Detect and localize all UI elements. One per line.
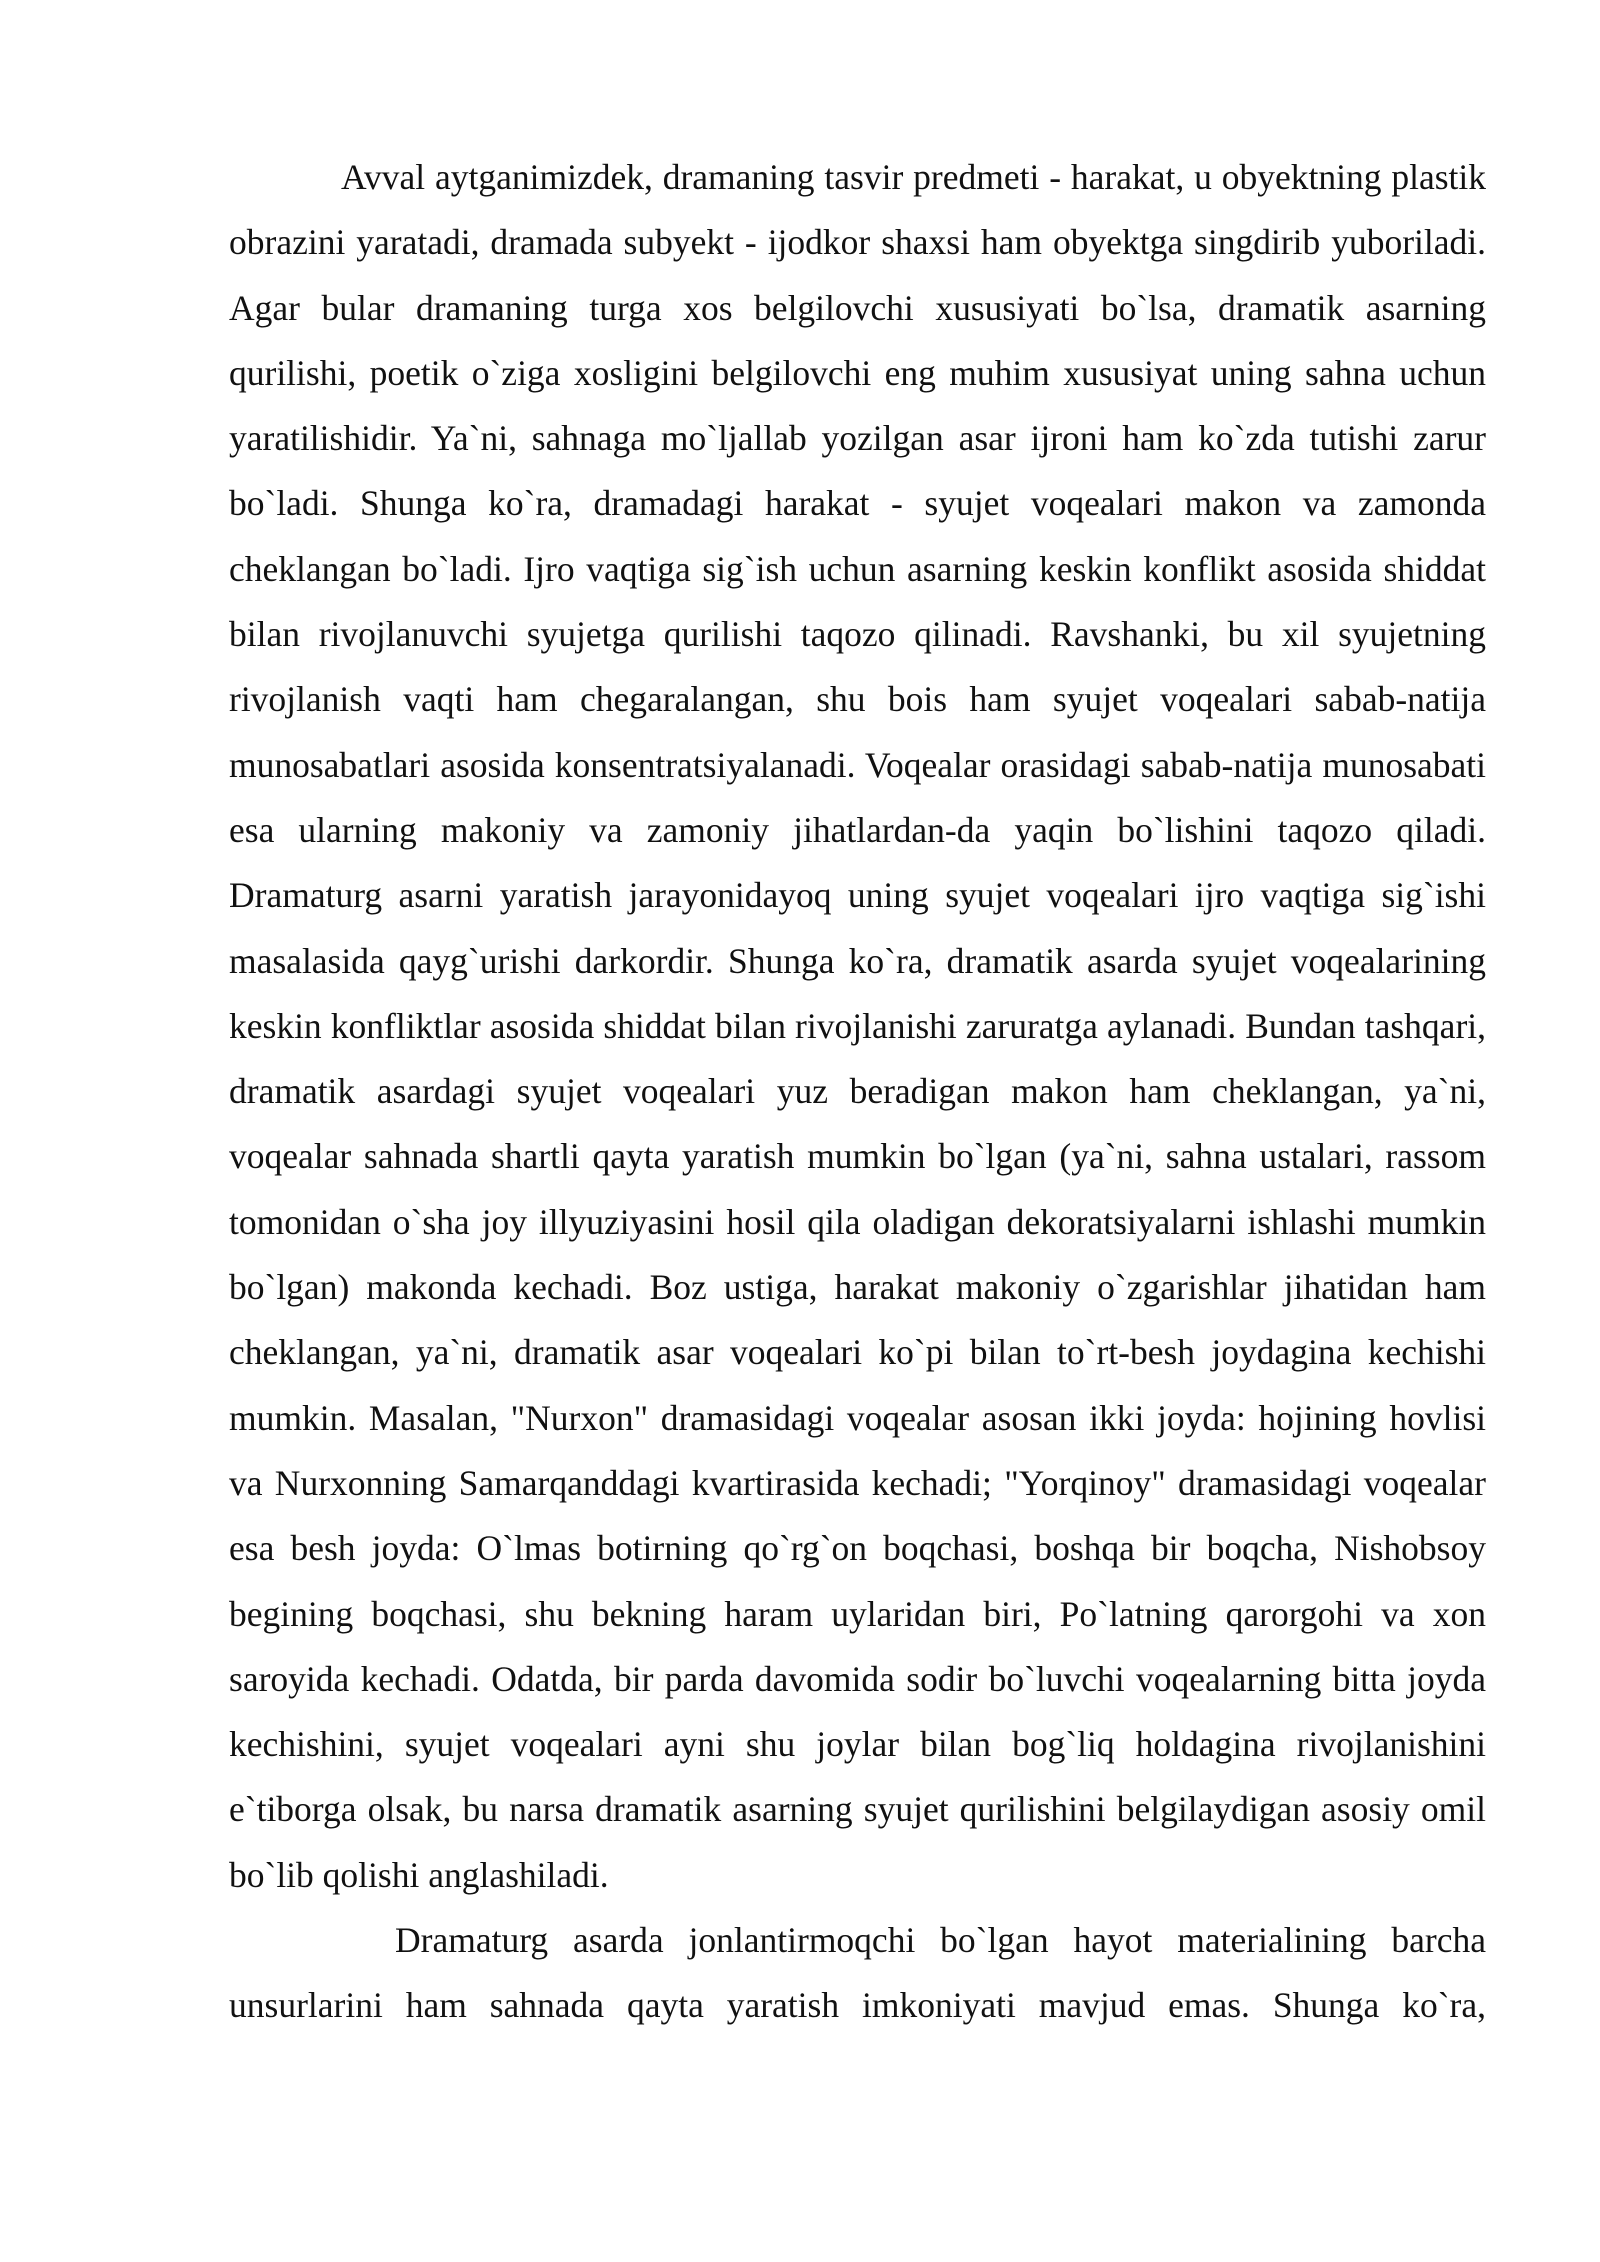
paragraph-2: Dramaturg asarda jonlantirmoqchi bo`lgan hayot materialining barcha unsurlarini ham sahnada qayta yaratish imkoniyati mavjud emas. Shunga ko`ra, [229, 1920, 1486, 2026]
body-text [229, 145, 1486, 2039]
paragraph-1: Avval aytganimizdek, dramaning tasvir predmeti - harakat, u obyektning plastik obrazini yaratadi, dramada subyekt - ijodkor shaxsi ham obyektga singdirib yuboriladi. Agar bular dramaning turga xos belgilovchi xususiyati bo`lsa, dramatik asarning qurilishi, poetik o`ziga xosligini belgilovchi eng muhim xususiyat uning sahna uchun yaratilishidir. Ya`ni, sahnaga mo`ljallab yozilgan asar ijroni ham ko`zda tutishi zarur bo`ladi. Shunga ko`ra, dramadagi harakat - syujet voqealari makon va zamonda cheklangan bo`ladi. Ijro vaqtiga sig`ish uchun asarning keskin konflikt asosida shiddat bilan rivojlanuvchi syujetga qurilishi taqozo qilinadi. Ravshanki, bu xil syujetning rivojlanish vaqti ham chegaralangan, shu bois ham syujet voqealari sabab-natija munosabatlari asosida konsentratsiyalanadi. Voqealar orasidagi sabab-natija munosabati esa ularning makoniy va zamoniy jihatlardan-da yaqin bo`lishini taqozo qiladi. Dramaturg asarni yaratish jarayonidayoq uning syujet voqealari ijro vaqtiga sig`ishi masalasida qayg`urishi darkordir. Shunga ko`ra, dramatik asarda syujet voqealarining keskin konfliktlar asosida shiddat bilan rivojlanishi zaruratga aylanadi. Bundan tashqari, dramatik asardagi syujet voqealari yuz beradigan makon ham cheklangan, ya`ni, voqealar sahnada shartli qayta yaratish mumkin bo`lgan (ya`ni, sahna ustalari, rassom tomonidan o`sha joy illyuziyasini hosil qila oladigan dekoratsiyalarni ishlashi mumkin bo`lgan) makonda kechadi. Boz ustiga, harakat makoniy o`zgarishlar jihatidan ham cheklangan, ya`ni, dramatik asar voqealari ko`pi bilan to`rt-besh joydagina kechishi mumkin. Masalan, "Nurxon" dramasidagi voqealar asosan ikki joyda: hojining hovlisi va Nurxonning Samarqanddagi kvartirasida kechadi; "Yorqinoy" dramasidagi voqealar esa besh joyda: O`lmas botirning qo`rg`on boqchasi, boshqa bir boqcha, Nishobsoy begining boqchasi, shu bekning haram uylaridan biri, Po`latning qarorgohi va xon saroyida kechadi. Odatda, bir parda davomida sodir bo`luvchi voqealarning bitta joyda kechishini, syujet voqealari ayni shu joylar bilan bog`liq holdagina rivojlanishini e`tiborga olsak, bu narsa dramatik asarning syujet qurilishini belgilaydigan asosiy omil bo`lib qolishi anglashiladi. [229, 157, 1486, 1895]
